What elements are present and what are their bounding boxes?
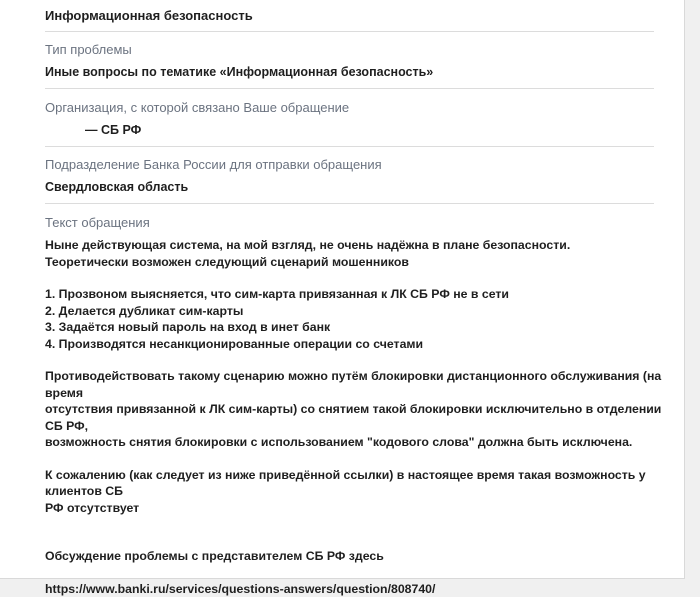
appeal-link[interactable]: https://www.banki.ru/services/questions-answers/question/808740/ [45,581,665,597]
appeal-regret-line-2: РФ отсутствует [45,500,665,517]
department-label: Подразделение Банка России для отправки обращения [45,157,382,172]
appeal-step: 4. Производятся несанкционированные операции со счетами [45,336,665,353]
appeal-discussion-text: Обсуждение проблемы с представителем СБ РФ здесь [45,548,665,565]
problem-type-label: Тип проблемы [45,42,132,57]
problem-type-value: Иные вопросы по тематике «Информационная безопасность» [45,65,433,79]
department-value: Свердловская область [45,180,188,194]
appeal-text-body [45,237,665,597]
appeal-step: 3. Задаётся новый пароль на вход в инет банк [45,319,665,336]
appeal-intro-line-2: Теоретически возможен следующий сценарий мошенников [45,254,665,271]
category-section [45,0,654,32]
appeal-counter-line-2: отсутствия привязанной к ЛК сим-карты) со снятием такой блокировки исключительно в отделении СБ РФ, [45,401,665,434]
appeal-step: 1. Прозвоном выясняется, что сим-карта привязанная к ЛК СБ РФ не в сети [45,286,665,303]
appeal-text-label: Текст обращения [45,215,150,230]
appeal-counter-line-1: Противодействовать такому сценарию можно путём блокировки дистанционного обслуживания (на время [45,368,665,401]
category-value: Информационная безопасность [45,8,253,23]
appeal-counter-line-3: возможность снятия блокировки с использованием "кодового слова" должна быть исключена. [45,434,665,451]
problem-type-section [45,31,654,89]
organization-value: — СБ РФ [85,123,141,137]
appeal-regret-line-1: К сожалению (как следует из ниже приведённой ссылки) в настоящее время такая возможность у клиентов СБ [45,467,665,500]
appeal-intro-line-1: Ныне действующая система, на мой взгляд, не очень надёжна в плане безопасности. [45,237,665,254]
organization-section [45,88,654,147]
department-section [45,146,654,204]
organization-label: Организация, с которой связано Ваше обращение [45,100,349,115]
appeal-step: 2. Делается дубликат сим-карты [45,303,665,320]
